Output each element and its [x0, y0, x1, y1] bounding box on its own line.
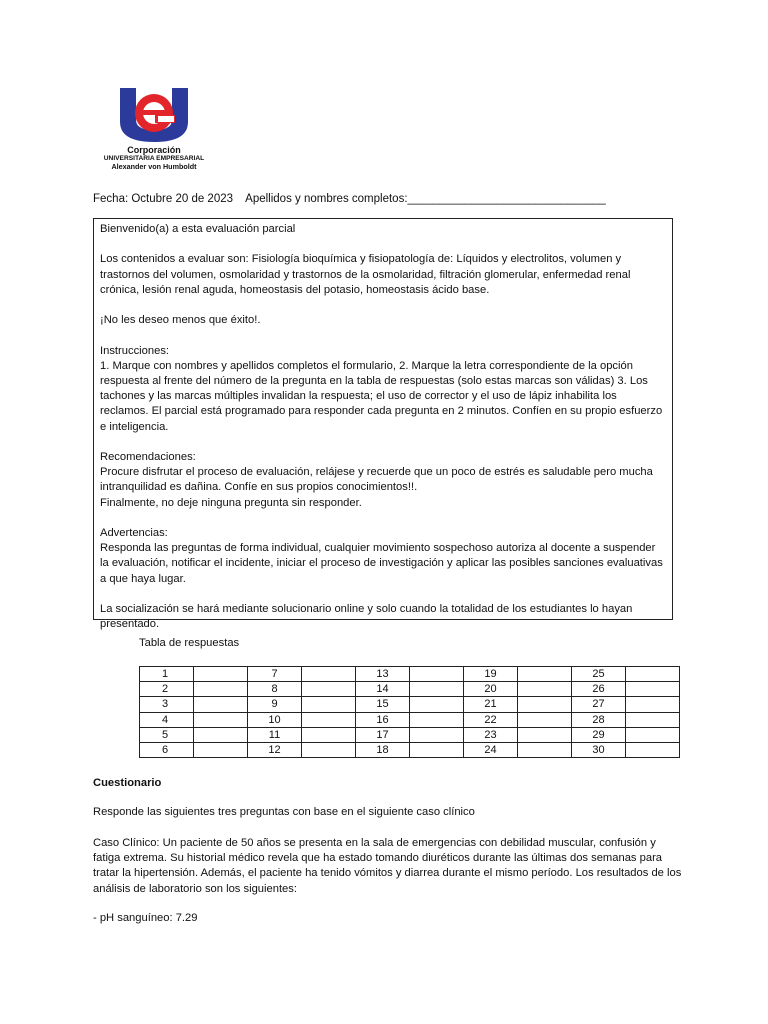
- question-number-cell: 3: [140, 697, 194, 712]
- question-number-cell: 23: [464, 727, 518, 742]
- question-number-cell: 14: [356, 682, 410, 697]
- question-number-cell: 10: [248, 712, 302, 727]
- answer-cell[interactable]: [302, 712, 356, 727]
- answer-cell[interactable]: [410, 742, 464, 757]
- answer-cell[interactable]: [518, 727, 572, 742]
- instructions-box: [93, 218, 673, 631]
- instructions-title: Instrucciones:: [100, 344, 170, 357]
- table-row: [140, 682, 680, 697]
- warnings-section: [100, 526, 666, 587]
- question-number-cell: 25: [572, 667, 626, 682]
- socialization-text: La socialización se hará mediante solucionario online y solo cuando la totalidad de los estudiantes lo hayan presentado.: [100, 602, 633, 631]
- answer-cell[interactable]: [194, 712, 248, 727]
- wish-text: ¡No les deseo menos que éxito!.: [100, 314, 261, 327]
- question-number-cell: 17: [356, 727, 410, 742]
- question-number-cell: 5: [140, 727, 194, 742]
- question-number-cell: 8: [248, 682, 302, 697]
- welcome-text: Bienvenido(a) a esta evaluación parcial: [100, 223, 296, 235]
- answer-cell[interactable]: [518, 742, 572, 757]
- question-number-cell: 21: [464, 697, 518, 712]
- recommendations-title: Recomendaciones:: [100, 450, 196, 463]
- answer-cell[interactable]: [518, 667, 572, 682]
- answer-cell[interactable]: [302, 742, 356, 757]
- answer-cell[interactable]: [194, 742, 248, 757]
- question-number-cell: 20: [464, 682, 518, 697]
- answer-cell[interactable]: [626, 742, 680, 757]
- answer-table-title: Tabla de respuestas: [139, 637, 240, 649]
- answer-cell[interactable]: [626, 712, 680, 727]
- question-number-cell: 18: [356, 742, 410, 757]
- warnings-text: Responda las preguntas de forma individual, cualquier movimiento sospechoso autoriza al docente a suspender la evaluación, notificar el incidente, iniciar el proceso de investigación y aplicar las posibles sanciones evaluativas a que haya lugar.: [100, 542, 663, 585]
- question-number-cell: 29: [572, 727, 626, 742]
- answer-cell[interactable]: [194, 667, 248, 682]
- table-row: [140, 697, 680, 712]
- question-number-cell: 7: [248, 667, 302, 682]
- question-number-cell: 30: [572, 742, 626, 757]
- answer-cell[interactable]: [194, 682, 248, 697]
- university-logo: [92, 86, 216, 174]
- question-number-cell: 12: [248, 742, 302, 757]
- logo-emblem-icon: [118, 86, 190, 144]
- questionnaire-title: Cuestionario: [93, 777, 162, 789]
- question-number-cell: 9: [248, 697, 302, 712]
- answer-cell[interactable]: [302, 697, 356, 712]
- answer-cell[interactable]: [302, 667, 356, 682]
- table-row: [140, 712, 680, 727]
- question-number-cell: 1: [140, 667, 194, 682]
- question-number-cell: 28: [572, 712, 626, 727]
- answer-cell[interactable]: [626, 667, 680, 682]
- answer-cell[interactable]: [626, 697, 680, 712]
- answer-cell[interactable]: [302, 682, 356, 697]
- instructions-text: 1. Marque con nombres y apellidos completos el formulario, 2. Marque la letra correspondiente de la opción respuesta al frente del número de la pregunta en la tabla de respuestas (solo estas marcas son válidas) 3. Los tachones y las marcas múltiples invalidan la respuesta; el uso de corrector y el uso de lápiz inhabilita los reclamos. El parcial está programado para responder cada pregunta en 2 minutos. Confíen en su propio esfuerzo e inteligencia.: [100, 359, 663, 433]
- recommendations-text: Procure disfrutar el proceso de evaluación, relájese y recuerde que un poco de estrés es saludable pero mucha intranquilidad es dañina. Confíe en sus propios conocimientos!!.: [100, 466, 653, 494]
- answer-table: [139, 666, 680, 758]
- contents-text: Los contenidos a evaluar son: Fisiología bioquímica y fisiopatología de: Líquidos y electrolitos, volumen y trastornos del volumen, osmolaridad y trastornos de la osmolaridad, filtración glomerular, enfermedad renal crónica, lesión renal aguda, homeostasis del potasio, homeostasis ácido base.: [100, 253, 631, 296]
- table-row: [140, 727, 680, 742]
- answer-cell[interactable]: [410, 727, 464, 742]
- answer-cell[interactable]: [518, 697, 572, 712]
- answer-cell[interactable]: [410, 712, 464, 727]
- answer-cell[interactable]: [518, 682, 572, 697]
- answer-cell[interactable]: [410, 667, 464, 682]
- lab-ph-line: - pH sanguíneo: 7.29: [93, 912, 198, 924]
- date-name-line: Fecha: Octubre 20 de 2023 Apellidos y nombres completos:_______________________________: [93, 193, 606, 205]
- warnings-title: Advertencias:: [100, 526, 168, 539]
- recommendations-section: [100, 450, 666, 511]
- question-number-cell: 24: [464, 742, 518, 757]
- answer-cell[interactable]: [302, 727, 356, 742]
- question-number-cell: 16: [356, 712, 410, 727]
- answer-cell[interactable]: [626, 727, 680, 742]
- clinical-case-text: Caso Clínico: Un paciente de 50 años se presenta en la sala de emergencias con debilidad muscular, confusión y fatiga extrema. Su historial médico revela que ha estado tomando diuréticos durante las últimas dos semanas para tratar la hipertensión. Además, el paciente ha tenido vómitos y diarrea durante el mismo período. Los resultados de los análisis de laboratorio son los siguientes:: [93, 837, 682, 895]
- question-number-cell: 6: [140, 742, 194, 757]
- answer-cell[interactable]: [410, 682, 464, 697]
- answer-cell[interactable]: [410, 697, 464, 712]
- question-number-cell: 13: [356, 667, 410, 682]
- logo-line-3: Alexander von Humboldt: [111, 162, 197, 171]
- question-number-cell: 4: [140, 712, 194, 727]
- questionnaire-prompt: Responde las siguientes tres preguntas con base en el siguiente caso clínico: [93, 806, 475, 818]
- logo-line-2: UNIVERSITARIA EMPRESARIAL: [103, 154, 205, 162]
- question-number-cell: 15: [356, 697, 410, 712]
- answer-cell[interactable]: [518, 712, 572, 727]
- question-number-cell: 27: [572, 697, 626, 712]
- question-number-cell: 11: [248, 727, 302, 742]
- answer-cell[interactable]: [626, 682, 680, 697]
- table-row: [140, 667, 680, 682]
- recommendations-final: Finalmente, no deje ninguna pregunta sin responder.: [100, 496, 362, 509]
- question-number-cell: 2: [140, 682, 194, 697]
- answer-cell[interactable]: [194, 727, 248, 742]
- question-number-cell: 26: [572, 682, 626, 697]
- question-number-cell: 19: [464, 667, 518, 682]
- table-row: [140, 742, 680, 757]
- instructions-section: [100, 344, 666, 435]
- logo-caption: [92, 146, 216, 172]
- question-number-cell: 22: [464, 712, 518, 727]
- logo-line-1: Corporación: [127, 145, 181, 155]
- answer-cell[interactable]: [194, 697, 248, 712]
